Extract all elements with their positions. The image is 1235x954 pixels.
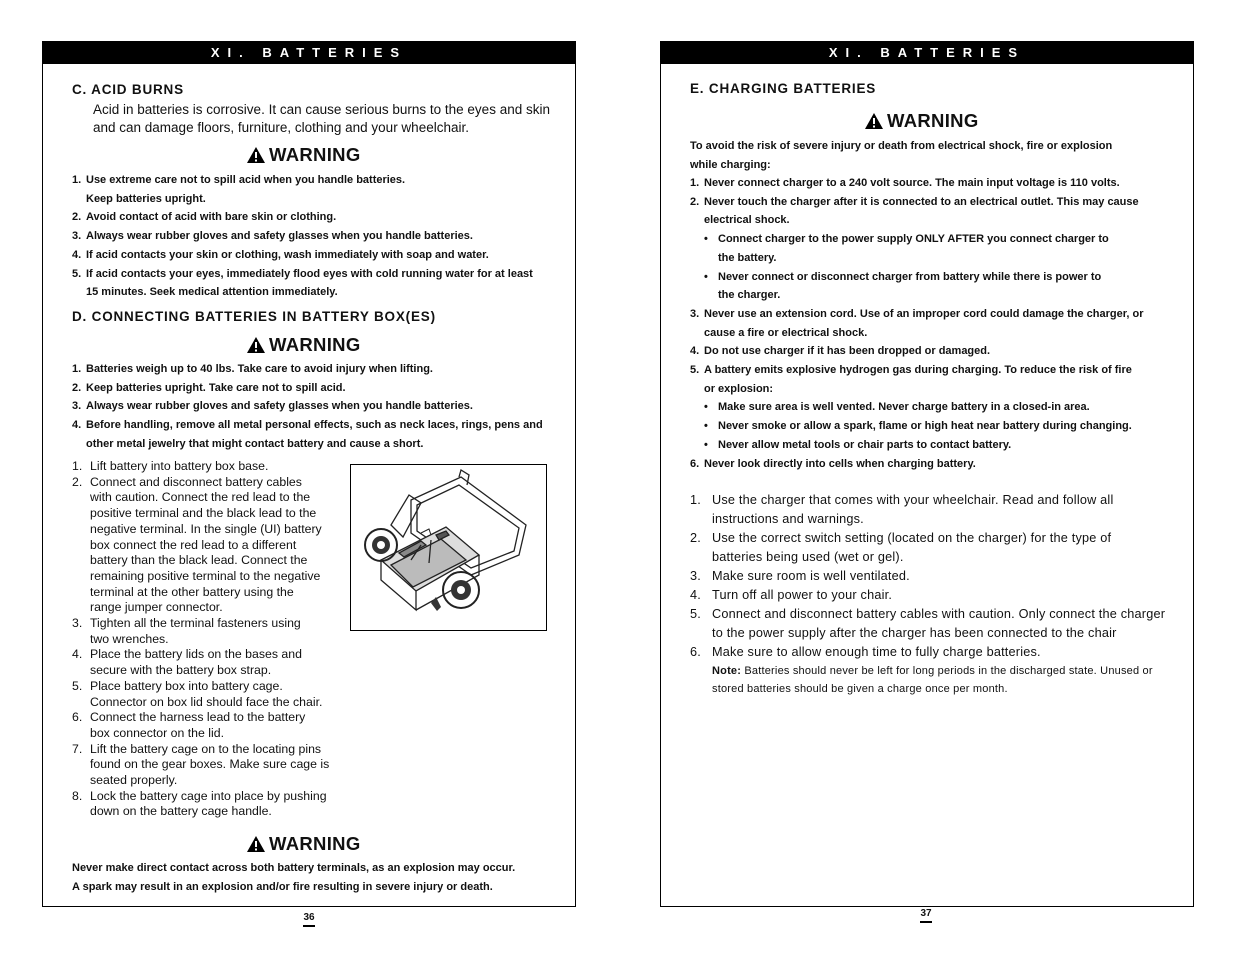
- page-number: [294, 912, 324, 927]
- step-number: [72, 553, 90, 569]
- item-text: Use extreme care not to spill acid when you handle batteries.: [86, 174, 406, 186]
- step-number: 4.: [72, 647, 83, 662]
- bullet: •: [704, 270, 708, 283]
- step-text: instructions and warnings.: [712, 512, 864, 526]
- list-item: [690, 342, 1185, 361]
- list-item: [690, 361, 1185, 380]
- step-text: remaining positive terminal to the negative: [90, 568, 321, 583]
- note-body: Batteries should never be left for long periods in the discharged state. Unused or: [744, 665, 1153, 677]
- item-text: Always wear rubber gloves and safety glasses when you handle batteries.: [86, 400, 473, 413]
- list-item: [690, 398, 1185, 417]
- step-number: 2.: [72, 474, 83, 489]
- page-number-underline: [303, 925, 315, 927]
- page-header: XI. BATTERIES: [661, 42, 1193, 64]
- list-item: [690, 174, 1185, 193]
- page-header: XI. BATTERIES: [43, 42, 575, 64]
- page-number: [911, 908, 941, 923]
- step-item: [690, 491, 1180, 510]
- note-text: [712, 662, 1153, 680]
- step-item: [72, 679, 347, 695]
- text-line: A spark may result in an explosion and/or fire resulting in severe injury or death.: [72, 880, 493, 893]
- item-number: 5.: [690, 364, 700, 377]
- step-text: seated properly.: [90, 773, 178, 788]
- item-number: 4.: [72, 419, 82, 432]
- item-text: the charger.: [718, 289, 781, 302]
- step-number: 8.: [72, 788, 83, 803]
- item-text: Keep batteries upright.: [86, 192, 206, 205]
- step-number: [690, 510, 712, 529]
- note-line: [690, 662, 1180, 680]
- warning-triangle-icon: [864, 112, 884, 130]
- text-line: Acid in batteries is corrosive. It can cause serious burns to the eyes and skin: [93, 102, 550, 117]
- step-number: [72, 632, 90, 648]
- item-number: 2.: [72, 211, 82, 224]
- list-item: [690, 286, 1185, 305]
- step-item: [690, 510, 1180, 529]
- step-text: Make sure to allow enough time to fully charge batteries.: [712, 645, 1041, 659]
- charging-batteries-title: E. CHARGING BATTERIES: [690, 81, 877, 96]
- step-item: [72, 585, 347, 601]
- item-number: 5.: [72, 267, 82, 280]
- step-item: [72, 459, 347, 475]
- list-item: [690, 380, 1185, 399]
- step-item: [72, 695, 347, 711]
- item-text: Never look directly into cells when charging battery.: [704, 457, 976, 470]
- item-text: Never connect or disconnect charger from battery while there is power to: [718, 270, 1102, 283]
- list-item: [690, 324, 1185, 343]
- item-number: 6.: [690, 457, 700, 470]
- warning-label: WARNING: [887, 110, 979, 131]
- step-text: Lock the battery cage into place by pushing: [90, 788, 327, 803]
- list-item: [72, 360, 562, 379]
- list-item: [72, 208, 562, 227]
- step-text: Connect and disconnect battery cables: [90, 474, 302, 489]
- list-item: [690, 193, 1185, 212]
- item-text: other metal jewelry that might contact battery and cause a short.: [86, 437, 424, 450]
- step-number: [690, 624, 712, 643]
- item-text: If acid contacts your skin or clothing, wash immediately with soap and water.: [86, 248, 489, 261]
- item-text: Do not use charger if it has been dropped or damaged.: [704, 345, 991, 358]
- step-item: [72, 490, 347, 506]
- charging-steps-list: [690, 491, 1180, 698]
- item-text: A battery emits explosive hydrogen gas during charging. To reduce the risk of fire: [704, 364, 1132, 377]
- acid-burns-text: [93, 101, 550, 137]
- bullet: [704, 286, 718, 305]
- note-label: Note:: [712, 665, 742, 677]
- list-item: [72, 265, 562, 284]
- item-text: Never allow metal tools or chair parts to contact battery.: [718, 438, 1012, 451]
- warning-label: WARNING: [269, 334, 361, 355]
- item-text: Before handling, remove all metal personal effects, such as neck laces, rings, pens and: [86, 419, 543, 432]
- step-number: [72, 757, 90, 773]
- connecting-steps-list: [72, 459, 347, 820]
- step-number: [72, 773, 90, 789]
- text-line: Never make direct contact across both battery terminals, as an explosion may occur.: [72, 862, 516, 874]
- terminal-warning-text: [72, 859, 562, 896]
- item-number: [72, 190, 86, 209]
- item-text: Keep batteries upright. Take care not to spill acid.: [86, 381, 346, 394]
- text-line: while charging:: [690, 158, 771, 171]
- item-text: the battery.: [718, 251, 777, 264]
- step-text: Connect and disconnect battery cables with caution. Only connect the charger: [712, 607, 1166, 621]
- step-item: [72, 710, 347, 726]
- connecting-batteries-title: D. CONNECTING BATTERIES IN BATTERY BOX(ES): [72, 309, 436, 324]
- list-item: [72, 435, 562, 454]
- step-item: [72, 632, 347, 648]
- step-text: secure with the battery box strap.: [90, 663, 272, 678]
- item-text: Never use an extension cord. Use of an improper cord could damage the charger, or: [704, 307, 1144, 320]
- list-item: [72, 246, 562, 265]
- item-number: [72, 283, 86, 302]
- item-number: 3.: [72, 230, 82, 243]
- step-item: [72, 616, 347, 632]
- item-number: 1.: [72, 174, 82, 186]
- step-number: 1.: [690, 493, 701, 507]
- step-number: 5.: [72, 678, 83, 693]
- list-item: [72, 283, 562, 302]
- step-text: to the power supply after the charger has been connected to the chair: [712, 626, 1117, 640]
- note-line: [690, 680, 1180, 698]
- item-number: 4.: [690, 345, 700, 358]
- list-item: [72, 397, 562, 416]
- step-number: 3.: [690, 569, 701, 583]
- step-item: [690, 529, 1180, 548]
- item-number: 3.: [690, 307, 700, 320]
- bullet: [704, 249, 718, 268]
- step-number: 6.: [690, 645, 701, 659]
- step-text: Tighten all the terminal fasteners using: [90, 616, 301, 631]
- step-number: [72, 569, 90, 585]
- step-item: [72, 789, 347, 805]
- step-number: [72, 726, 90, 742]
- list-item: [690, 436, 1185, 455]
- item-text: Always wear rubber gloves and safety glasses when you handle batteries.: [86, 230, 473, 243]
- warning-triangle-icon: [246, 146, 266, 164]
- list-item: [690, 249, 1185, 268]
- note-text: stored batteries should be given a charge once per month.: [712, 683, 1008, 695]
- bullet: •: [704, 401, 708, 414]
- step-text: box connector on the lid.: [90, 725, 224, 740]
- item-number: [690, 380, 704, 399]
- item-number: 4.: [72, 248, 82, 261]
- step-text: Place battery box into battery cage.: [90, 678, 283, 693]
- step-number: 3.: [72, 616, 83, 631]
- step-item: [72, 773, 347, 789]
- list-item: [690, 230, 1185, 249]
- item-text: Never touch the charger after it is connected to an electrical outlet. This may cause: [704, 195, 1139, 208]
- acid-burns-title: C. ACID BURNS: [72, 82, 184, 97]
- step-item: [690, 548, 1180, 567]
- step-text: Connector on box lid should face the chair.: [90, 694, 323, 709]
- step-item: [72, 600, 347, 616]
- item-text: Never connect charger to a 240 volt source. The main input voltage is 110 volts.: [704, 177, 1120, 189]
- step-number: 2.: [690, 531, 701, 545]
- warning-heading: [246, 833, 361, 855]
- charging-warning-list: [690, 174, 1185, 473]
- list-item: [690, 211, 1185, 230]
- step-number: [72, 585, 90, 601]
- item-number: [690, 211, 704, 230]
- indent: [690, 680, 712, 698]
- step-item: [690, 605, 1180, 624]
- step-number: [72, 695, 90, 711]
- step-item: [72, 538, 347, 554]
- battery-cage-illustration: [350, 464, 547, 631]
- step-number: [690, 548, 712, 567]
- step-number: [72, 506, 90, 522]
- text-line: To avoid the risk of severe injury or death from electrical shock, fire or explosion: [690, 140, 1113, 152]
- list-item: [72, 227, 562, 246]
- charging-intro: [690, 137, 1185, 174]
- warning-heading: [246, 144, 361, 166]
- item-number: 1.: [72, 363, 82, 375]
- step-item: [72, 647, 347, 663]
- step-text: Place the battery lids on the bases and: [90, 647, 302, 662]
- list-item: [72, 190, 562, 209]
- step-number: 6.: [72, 710, 83, 725]
- step-number: 1.: [72, 459, 83, 473]
- step-text: batteries being used (wet or gel).: [712, 550, 904, 564]
- step-number: 5.: [690, 607, 701, 621]
- acid-warning-list: [72, 171, 562, 302]
- battery-cage-drawing: [351, 465, 546, 630]
- warning-heading: [246, 334, 361, 356]
- step-text: Lift the battery cage on to the locating pins: [90, 741, 322, 756]
- warning-label: WARNING: [269, 833, 361, 854]
- list-item: [72, 379, 562, 398]
- text-line: and can damage floors, furniture, clothing and your wheelchair.: [93, 120, 469, 135]
- step-number: [72, 522, 90, 538]
- step-text: Use the charger that comes with your wheelchair. Read and follow all: [712, 493, 1114, 507]
- step-item: [72, 475, 347, 491]
- bullet: •: [704, 438, 708, 451]
- step-text: Lift battery into battery box base.: [90, 459, 269, 473]
- step-item: [72, 553, 347, 569]
- warning-heading: [864, 110, 979, 132]
- step-item: [690, 643, 1180, 662]
- step-item: [72, 506, 347, 522]
- step-item: [72, 522, 347, 538]
- step-item: [72, 726, 347, 742]
- item-text: Never smoke or allow a spark, flame or high heat near battery during changing.: [718, 420, 1132, 433]
- list-item: [72, 416, 562, 435]
- item-text: Connect charger to the power supply ONLY AFTER you connect charger to: [718, 233, 1109, 246]
- step-text: with caution. Connect the red lead to the: [90, 490, 311, 505]
- step-number: 4.: [690, 588, 701, 602]
- step-number: [72, 490, 90, 506]
- step-item: [72, 757, 347, 773]
- indent: [690, 662, 712, 680]
- step-text: Make sure room is well ventilated.: [712, 569, 910, 583]
- item-number: 3.: [72, 400, 82, 413]
- step-text: range jumper connector.: [90, 600, 223, 615]
- bullet: •: [704, 233, 708, 246]
- item-number: [690, 324, 704, 343]
- step-text: found on the gear boxes. Make sure cage is: [90, 757, 330, 772]
- step-text: two wrenches.: [90, 631, 169, 646]
- step-text: Connect the harness lead to the battery: [90, 710, 306, 725]
- item-text: 15 minutes. Seek medical attention immediately.: [86, 286, 338, 299]
- step-number: [72, 663, 90, 679]
- step-number: 7.: [72, 741, 83, 756]
- item-number: 2.: [690, 195, 700, 208]
- item-text: cause a fire or electrical shock.: [704, 326, 868, 339]
- warning-triangle-icon: [246, 835, 266, 853]
- step-text: negative terminal. In the single (UI) battery: [90, 521, 322, 536]
- page-number-text: 37: [920, 908, 932, 919]
- connect-warning-list: [72, 360, 562, 454]
- list-item: [690, 417, 1185, 436]
- step-text: Use the correct switch setting (located on the charger) for the type of: [712, 531, 1112, 545]
- step-text: terminal at the other battery using the: [90, 584, 294, 599]
- step-text: Turn off all power to your chair.: [712, 588, 893, 602]
- item-number: 1.: [690, 177, 700, 189]
- list-item: [690, 268, 1185, 287]
- step-item: [72, 569, 347, 585]
- step-number: [72, 804, 90, 820]
- item-number: [72, 435, 86, 454]
- bullet: •: [704, 420, 708, 433]
- step-item: [690, 586, 1180, 605]
- step-number: [72, 600, 90, 616]
- step-text: positive terminal and the black lead to the: [90, 506, 317, 521]
- item-number: 2.: [72, 381, 82, 394]
- step-item: [690, 567, 1180, 586]
- page-number-underline: [920, 921, 932, 923]
- item-text: If acid contacts your eyes, immediately flood eyes with cold running water for at least: [86, 267, 533, 280]
- step-item: [690, 624, 1180, 643]
- list-item: [72, 171, 562, 190]
- item-text: Avoid contact of acid with bare skin or clothing.: [86, 211, 337, 224]
- list-item: [690, 305, 1185, 324]
- warning-label: WARNING: [269, 144, 361, 165]
- step-item: [72, 663, 347, 679]
- list-item: [690, 455, 1185, 474]
- step-item: [72, 742, 347, 758]
- item-text: Make sure area is well vented. Never charge battery in a closed-in area.: [718, 401, 1090, 414]
- step-item: [72, 804, 347, 820]
- step-text: box connect the red lead to a different: [90, 537, 297, 552]
- item-text: Batteries weigh up to 40 lbs. Take care to avoid injury when lifting.: [86, 363, 433, 375]
- step-text: down on the battery cage handle.: [90, 804, 272, 819]
- item-text: electrical shock.: [704, 214, 790, 227]
- warning-triangle-icon: [246, 336, 266, 354]
- item-text: or explosion:: [704, 382, 774, 395]
- step-number: [72, 538, 90, 554]
- page-number-text: 36: [303, 912, 315, 923]
- step-text: battery than the black lead. Connect the: [90, 553, 308, 568]
